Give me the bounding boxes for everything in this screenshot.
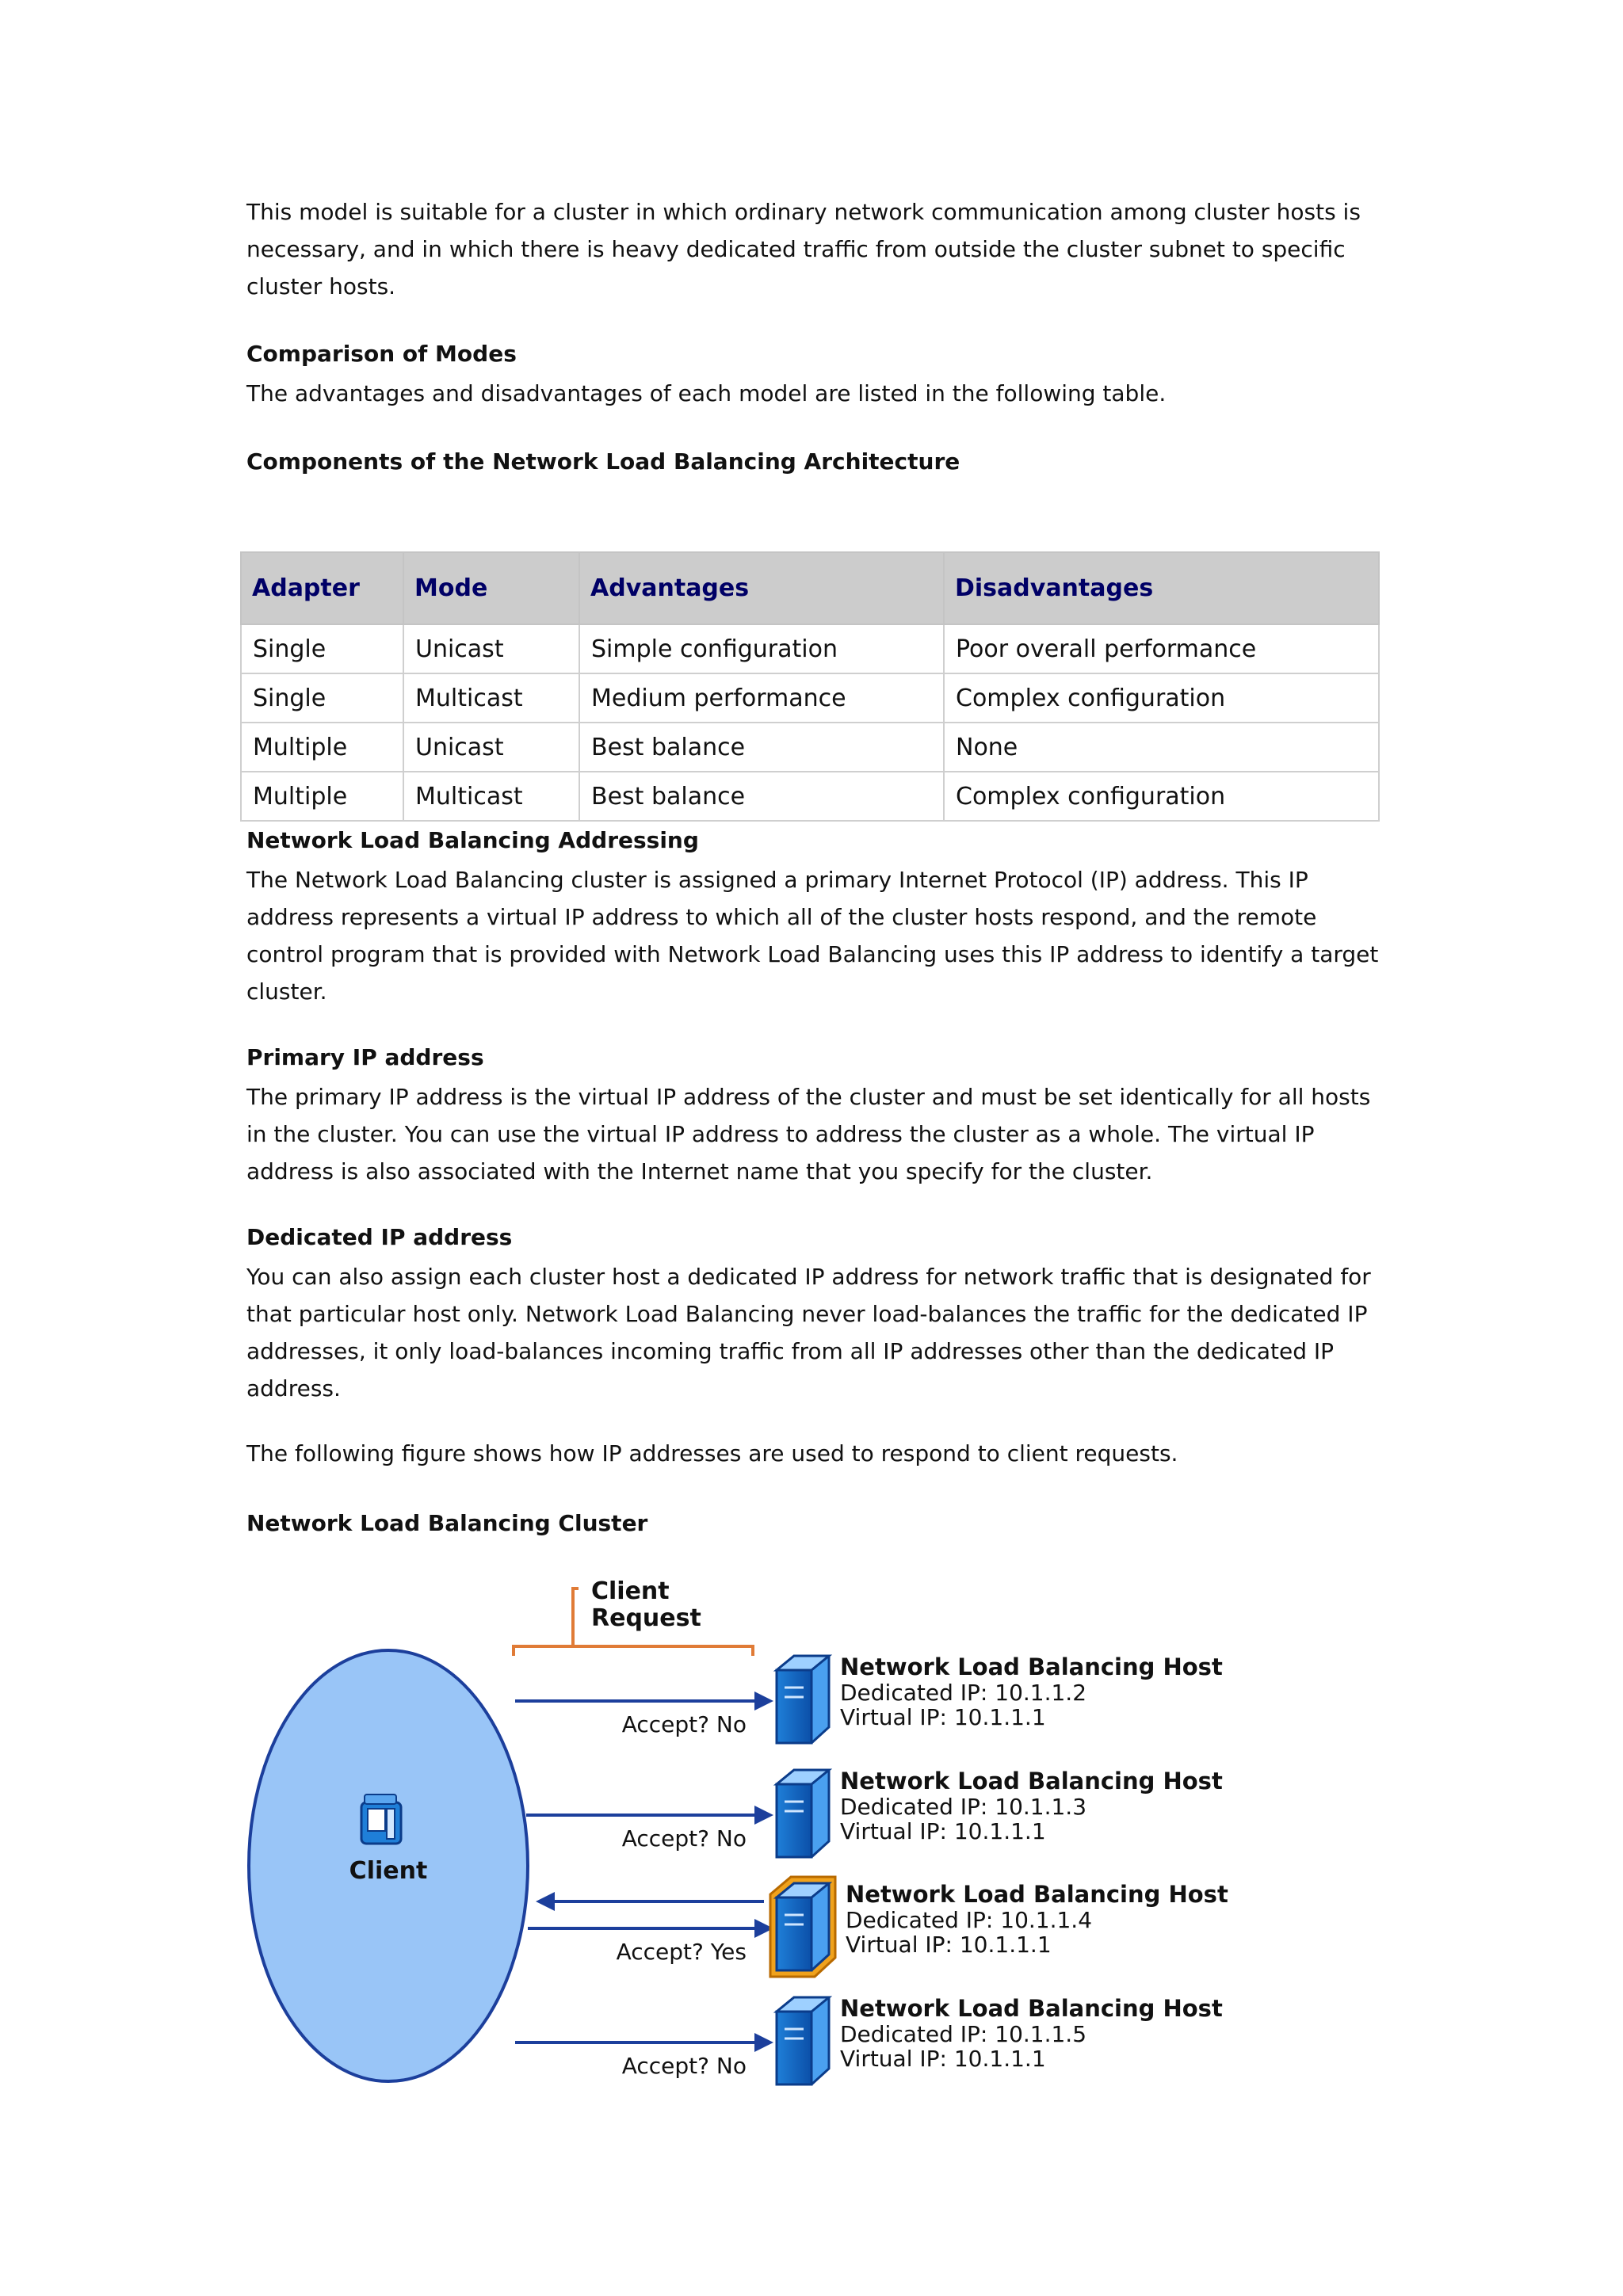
host-label-3 [846, 1881, 1228, 1958]
addressing-heading: Network Load Balancing Addressing [246, 827, 699, 853]
table-row [241, 624, 1379, 673]
header-disadvantages: Disadvantages [944, 552, 1379, 624]
host-virtual-ip: Virtual IP: 10.1.1.1 [840, 1704, 1046, 1730]
host-dedicated-ip: Dedicated IP: 10.1.1.5 [840, 2021, 1087, 2047]
dedicated-ip-heading: Dedicated IP address [246, 1224, 513, 1250]
client-request-bracket [514, 1577, 753, 1656]
host-label-1 [840, 1653, 1223, 1730]
host-label-2 [840, 1768, 1223, 1844]
cell-mode: Unicast [403, 723, 579, 772]
table-header-row [241, 552, 1379, 624]
accept-label-host-2: Accept? No [621, 1825, 747, 1852]
cell-adapter: Single [241, 624, 403, 673]
client-request-line1: Client [591, 1577, 670, 1605]
server-icon [777, 1770, 829, 1857]
host-dedicated-ip: Dedicated IP: 10.1.1.3 [840, 1794, 1087, 1820]
components-heading: Components of the Network Load Balancing Architecture [246, 448, 960, 475]
figure-heading: Network Load Balancing Cluster [246, 1510, 648, 1536]
host-virtual-ip: Virtual IP: 10.1.1.1 [840, 1818, 1046, 1844]
cell-mode: Unicast [403, 624, 579, 673]
cell-disadvantages: Complex configuration [944, 772, 1379, 821]
cell-adapter: Single [241, 673, 403, 723]
client-label: Client [349, 1857, 428, 1885]
nlb-cluster-diagram [0, 1553, 1623, 2123]
figure-intro: The following figure shows how IP addresses are used to respond to client requests. [246, 1440, 1178, 1466]
server-icon [777, 1656, 829, 1743]
cell-adapter: Multiple [241, 772, 403, 821]
cell-disadvantages: None [944, 723, 1379, 772]
client-computer-icon [361, 1794, 401, 1844]
comparison-heading: Comparison of Modes [246, 341, 517, 367]
intro-paragraph: This model is suitable for a cluster in which ordinary network communication among cluster hosts is necessary, and in which there is heavy dedicated traffic from outside the cluster subnet to specific cluster hosts. [246, 199, 1361, 299]
primary-ip-heading: Primary IP address [246, 1044, 484, 1070]
host-dedicated-ip: Dedicated IP: 10.1.1.2 [840, 1680, 1087, 1706]
client-request-line2: Request [591, 1604, 701, 1632]
comparison-text: The advantages and disadvantages of each model are listed in the following table. [246, 380, 1167, 406]
accept-label-host-1: Accept? No [621, 1711, 747, 1737]
server-icon-selected [770, 1877, 835, 1977]
table-row [241, 723, 1379, 772]
cell-adapter: Multiple [241, 723, 403, 772]
host-virtual-ip: Virtual IP: 10.1.1.1 [840, 2046, 1046, 2072]
comparison-table [240, 551, 1380, 822]
cell-mode: Multicast [403, 673, 579, 723]
dedicated-ip-text: You can also assign each cluster host a dedicated IP address for network traffic that is designated for that particular host only. Network Load Balancing never load-balances the traffic for the dedicated IP addresses, it only load-balances incoming traffic from all IP addresses other than the dedicated IP address. [246, 1264, 1371, 1402]
header-mode: Mode [403, 552, 579, 624]
host-dedicated-ip: Dedicated IP: 10.1.1.4 [846, 1907, 1093, 1933]
cell-disadvantages: Poor overall performance [944, 624, 1379, 673]
header-adapter: Adapter [241, 552, 403, 624]
host-virtual-ip: Virtual IP: 10.1.1.1 [846, 1932, 1052, 1958]
cell-disadvantages: Complex configuration [944, 673, 1379, 723]
host-title: Network Load Balancing Host [846, 1881, 1228, 1908]
host-title: Network Load Balancing Host [840, 1768, 1223, 1794]
table-row [241, 772, 1379, 821]
cell-mode: Multicast [403, 772, 579, 821]
primary-ip-text: The primary IP address is the virtual IP address of the cluster and must be set identically for all hosts in the cluster. You can use the virtual IP address to address the cluster as a whole. The virtual IP address is also associated with the Internet name that you specify for the cluster. [246, 1084, 1371, 1184]
cell-advantages: Medium performance [579, 673, 944, 723]
server-icon [777, 1997, 829, 2084]
host-title: Network Load Balancing Host [840, 1995, 1223, 2022]
addressing-text: The Network Load Balancing cluster is assigned a primary Internet Protocol (IP) address. This IP address represents a virtual IP address to which all of the cluster hosts respond, and the remote control program that is provided with Network Load Balancing uses this IP address to identify a target cluster. [246, 867, 1379, 1005]
host-title: Network Load Balancing Host [840, 1653, 1223, 1680]
host-label-4 [840, 1995, 1223, 2072]
cell-advantages: Simple configuration [579, 624, 944, 673]
accept-label-host-3: Accept? Yes [616, 1939, 747, 1965]
cell-advantages: Best balance [579, 723, 944, 772]
cell-advantages: Best balance [579, 772, 944, 821]
table-row [241, 673, 1379, 723]
header-advantages: Advantages [579, 552, 944, 624]
accept-label-host-4: Accept? No [621, 2053, 747, 2079]
